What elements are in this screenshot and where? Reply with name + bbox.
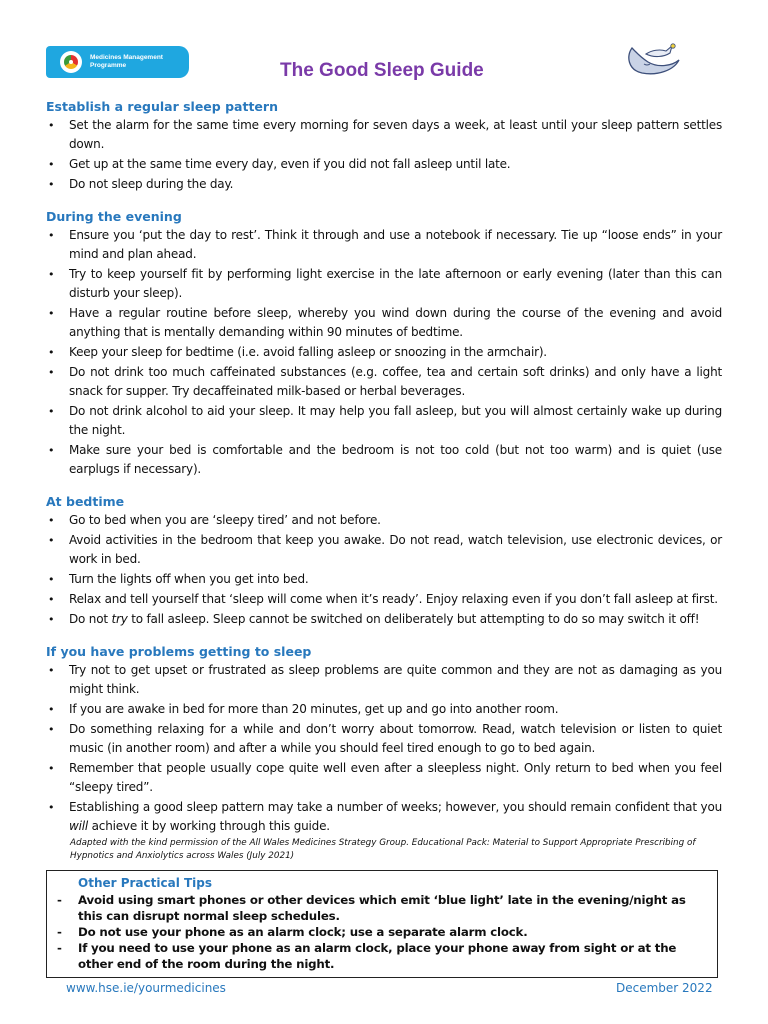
section-at-bedtime [46, 493, 722, 629]
list-item [46, 226, 722, 264]
page-title: The Good Sleep Guide [280, 60, 484, 81]
list-item-text: Try not to get upset or frustrated as sleep problems are quite common and they are not as damaging as you might think. [69, 663, 722, 696]
bullet-icon: • [48, 229, 55, 242]
list-item-text-start: Establishing a good sleep pattern may take a number of weeks; however, you should remain confident that you [69, 800, 722, 814]
programme-logo [46, 46, 189, 78]
bullet-icon: • [48, 664, 55, 677]
sleeping-moon-icon [624, 40, 682, 76]
list-item-text: Do something relaxing for a while and don’t worry about tomorrow. Read, watch television or listen to quiet music (in another room) and after a while you should feel tired enough to go to bed again. [69, 722, 722, 755]
bullet-icon: • [48, 307, 55, 320]
list-item [46, 155, 722, 174]
tip-item [47, 892, 717, 924]
section-regular-sleep-pattern [46, 98, 722, 194]
bullet-list [46, 226, 722, 479]
bullet-icon: • [48, 613, 55, 626]
bullet-icon: • [48, 723, 55, 736]
tip-item [47, 924, 717, 940]
list-item [46, 363, 722, 401]
list-item [46, 265, 722, 303]
emphasis-text: will [69, 819, 89, 833]
list-item-text: Remember that people usually cope quite well even after a sleepless night. Only return to bed when you feel “sleepy tired”. [69, 761, 722, 794]
section-during-the-evening [46, 208, 722, 479]
list-item [46, 661, 722, 699]
source-credit: Adapted with the kind permission of the All Wales Medicines Strategy Group. Educational Pack: Material to Support Appropriate Prescribing of Hypnotics and Anxiolytics across Wales (July 2021) [70, 838, 696, 861]
list-item-text-end: achieve it by working through this guide. [88, 819, 330, 833]
list-item-text-end: to fall asleep. Sleep cannot be switched on deliberately but attempting to do so may switch it off! [127, 612, 700, 626]
bullet-icon: • [48, 366, 55, 379]
list-item [46, 116, 722, 154]
list-item-text: Try to keep yourself fit by performing light exercise in the late afternoon or early evening (later than this can disturb your sleep). [69, 267, 722, 300]
bullet-icon: • [48, 593, 55, 606]
list-item-text: Go to bed when you are ‘sleepy tired’ and not before. [69, 513, 381, 527]
section-problems-getting-to-sleep [46, 643, 722, 863]
dash-icon: - [57, 893, 62, 907]
emphasis-text: try [111, 612, 128, 626]
tip-text: Do not use your phone as an alarm clock; use a separate alarm clock. [78, 925, 528, 939]
bullet-list [46, 116, 722, 194]
bullet-icon: • [48, 703, 55, 716]
list-item-text: Relax and tell yourself that ‘sleep will come when it’s ready’. Enjoy relaxing even if you don’t fall asleep at first. [69, 592, 718, 606]
list-item [46, 610, 722, 629]
bullet-icon: • [48, 119, 55, 132]
list-item [46, 441, 722, 479]
list-item [46, 175, 722, 194]
list-item-text: Turn the lights off when you get into bed. [69, 572, 309, 586]
bullet-icon: • [48, 534, 55, 547]
section-heading: During the evening [46, 209, 182, 224]
bullet-icon: • [48, 405, 55, 418]
bullet-icon: • [48, 762, 55, 775]
tip-text: If you need to use your phone as an alarm clock, place your phone away from sight or at the other end of the room during the night. [78, 941, 677, 971]
tips-heading: Other Practical Tips [78, 876, 213, 890]
footer-date: December 2022 [616, 981, 713, 995]
section-heading: If you have problems getting to sleep [46, 644, 312, 659]
list-item [46, 720, 722, 758]
bullet-icon: • [48, 444, 55, 457]
list-item [46, 590, 722, 609]
tip-item [47, 940, 717, 972]
guide-content [46, 98, 722, 877]
list-item-text: Do not drink too much caffeinated substances (e.g. coffee, tea and certain soft drinks) and only have a light snack for supper. Try decaffeinated milk-based or herbal beverages. [69, 365, 722, 398]
list-item-text: Do not drink alcohol to aid your sleep. It may help you fall asleep, but you will almost certainly wake up during the night. [69, 404, 722, 437]
bullet-icon: • [48, 268, 55, 281]
dash-icon: - [57, 941, 62, 955]
list-item [46, 304, 722, 342]
list-item-text: If you are awake in bed for more than 20 minutes, get up and go into another room. [69, 702, 559, 716]
tips-list [47, 892, 717, 972]
bullet-icon: • [48, 573, 55, 586]
practical-tips-box [46, 870, 718, 978]
logo-emblem-icon [60, 51, 82, 73]
list-item-text: Have a regular routine before sleep, whereby you wind down during the course of the evening and avoid anything that is mentally demanding within 90 minutes of bedtime. [69, 306, 722, 339]
section-heading: At bedtime [46, 494, 125, 509]
bullet-icon: • [48, 514, 55, 527]
section-heading: Establish a regular sleep pattern [46, 99, 278, 114]
logo-text: Medicines Management Programme [90, 54, 163, 69]
list-item [46, 402, 722, 440]
list-item [46, 759, 722, 797]
list-item-text: Avoid activities in the bedroom that keep you awake. Do not read, watch television, use electronic devices, or work in bed. [69, 533, 722, 566]
list-item-text: Do not sleep during the day. [69, 177, 234, 191]
list-item-text: Set the alarm for the same time every morning for seven days a week, at least until your sleep pattern settles down. [69, 118, 722, 151]
list-item-text: Get up at the same time every day, even if you did not fall asleep until late. [69, 157, 511, 171]
list-item [46, 343, 722, 362]
list-item [46, 700, 722, 719]
list-item-text: Make sure your bed is comfortable and the bedroom is not too cold (but not too warm) and is quiet (use earplugs if necessary). [69, 443, 722, 476]
bullet-icon: • [48, 178, 55, 191]
list-item-text: Keep your sleep for bedtime (i.e. avoid falling asleep or snoozing in the armchair). [69, 345, 547, 359]
list-item [46, 511, 722, 530]
bullet-icon: • [48, 346, 55, 359]
list-item [46, 798, 722, 836]
list-item-text-start: Do not [69, 612, 112, 626]
bullet-list [46, 661, 722, 836]
footer-website-link[interactable]: www.hse.ie/yourmedicines [66, 981, 226, 995]
tip-text: Avoid using smart phones or other devices which emit ‘blue light’ late in the evening/night as this can disrupt normal sleep schedules. [78, 893, 686, 923]
list-item [46, 531, 722, 569]
dash-icon: - [57, 925, 62, 939]
list-item-text: Ensure you ‘put the day to rest’. Think it through and use a notebook if necessary. Tie up “loose ends” in your mind and plan ahead. [69, 228, 722, 261]
bullet-list [46, 511, 722, 629]
bullet-icon: • [48, 801, 55, 814]
list-item [46, 570, 722, 589]
bullet-icon: • [48, 158, 55, 171]
